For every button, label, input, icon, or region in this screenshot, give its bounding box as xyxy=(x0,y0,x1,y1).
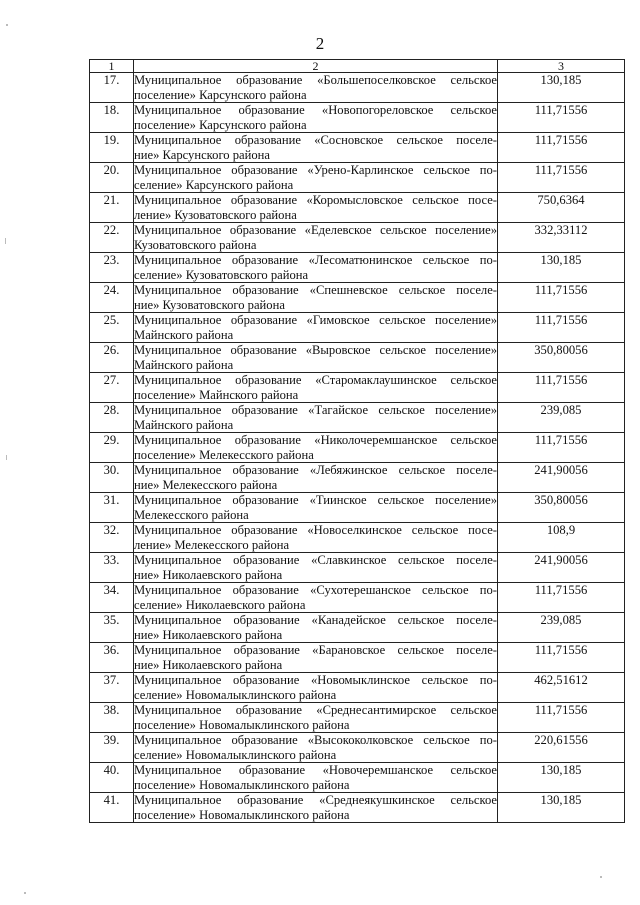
municipality-name-line1: Муниципальное образование «Большепоселковское сельское xyxy=(134,73,497,87)
page-number: 2 xyxy=(315,34,325,53)
row-number: 23. xyxy=(90,253,134,283)
municipality-name-line1: Муниципальное образование «Новопогореловское сельское xyxy=(134,103,497,117)
municipality-name-line1: Муниципальное образование «Еделевское сельское поселение» xyxy=(134,223,497,237)
amount-value: 239,085 xyxy=(498,403,625,433)
municipality-name-line2: Майнского района xyxy=(134,327,234,342)
amount-value: 111,71556 xyxy=(498,643,625,673)
table-row xyxy=(90,493,625,523)
municipality-name-line2: селение» Новомалыклинского района xyxy=(134,747,337,762)
municipality-name-line1: Муниципальное образование «Лесоматюнинское сельское по- xyxy=(134,253,497,267)
municipality-name-line1: Муниципальное образование «Выровское сельское поселение» xyxy=(134,343,497,357)
amount-value: 750,6364 xyxy=(498,193,625,223)
municipality-name xyxy=(134,583,498,613)
row-number: 32. xyxy=(90,523,134,553)
table-body xyxy=(90,73,625,823)
amount-value: 111,71556 xyxy=(498,373,625,403)
municipality-name-line2: поселение» Новомалыклинского района xyxy=(134,717,350,732)
municipality-name xyxy=(134,133,498,163)
municipality-name xyxy=(134,163,498,193)
municipality-name-line2: поселение» Новомалыклинского района xyxy=(134,807,350,822)
table-row xyxy=(90,643,625,673)
row-number: 27. xyxy=(90,373,134,403)
municipality-name-line2: ление» Кузоватовского района xyxy=(134,207,297,222)
municipality-name-line1: Муниципальное образование «Спешневское сельское поселе- xyxy=(134,283,497,297)
amount-value: 111,71556 xyxy=(498,313,625,343)
municipality-name-line1: Муниципальное образование «Среднеякушкинское сельское xyxy=(134,793,497,807)
amount-value: 111,71556 xyxy=(498,163,625,193)
table-row xyxy=(90,193,625,223)
amount-value: 130,185 xyxy=(498,253,625,283)
allocation-table xyxy=(89,59,625,823)
municipality-name-line1: Муниципальное образование «Лебяжинское сельское поселе- xyxy=(134,463,497,477)
municipality-name-line1: Муниципальное образование «Среднесантимирское сельское xyxy=(134,703,497,717)
municipality-name-line1: Муниципальное образование «Коромысловское сельское посе- xyxy=(134,193,497,207)
amount-value: 111,71556 xyxy=(498,103,625,133)
municipality-name-line1: Муниципальное образование «Гимовское сельское поселение» xyxy=(134,313,497,327)
municipality-name xyxy=(134,223,498,253)
municipality-name xyxy=(134,733,498,763)
table-row xyxy=(90,583,625,613)
municipality-name-line2: поселение» Карсунского района xyxy=(134,87,307,102)
scan-speck xyxy=(6,24,8,26)
municipality-name-line2: Майнского района xyxy=(134,357,234,372)
row-number: 20. xyxy=(90,163,134,193)
municipality-name xyxy=(134,433,498,463)
municipality-name-line1: Муниципальное образование «Тагайское сельское поселение» xyxy=(134,403,497,417)
municipality-name-line2: селение» Николаевского района xyxy=(134,597,306,612)
municipality-name xyxy=(134,643,498,673)
municipality-name-line1: Муниципальное образование «Новомыклинское сельское по- xyxy=(134,673,497,687)
municipality-name-line1: Муниципальное образование «Высококолковское сельское по- xyxy=(134,733,497,747)
municipality-name xyxy=(134,463,498,493)
table-row xyxy=(90,763,625,793)
row-number: 22. xyxy=(90,223,134,253)
table-row xyxy=(90,253,625,283)
municipality-name-line2: Мелекесского района xyxy=(134,507,249,522)
amount-value: 241,90056 xyxy=(498,463,625,493)
municipality-name xyxy=(134,613,498,643)
table-row xyxy=(90,103,625,133)
row-number: 38. xyxy=(90,703,134,733)
row-number: 28. xyxy=(90,403,134,433)
amount-value: 130,185 xyxy=(498,763,625,793)
table-row xyxy=(90,433,625,463)
amount-value: 111,71556 xyxy=(498,433,625,463)
table-row xyxy=(90,793,625,823)
municipality-name-line1: Муниципальное образование «Новочеремшанское сельское xyxy=(134,763,497,777)
municipality-name-line2: ние» Николаевского района xyxy=(134,627,283,642)
municipality-name-line2: Майнского района xyxy=(134,417,234,432)
municipality-name-line1: Муниципальное образование «Урено-Карлинское сельское по- xyxy=(134,163,497,177)
amount-value: 111,71556 xyxy=(498,283,625,313)
table-row xyxy=(90,373,625,403)
municipality-name-line2: ление» Мелекесского района xyxy=(134,537,290,552)
municipality-name-line1: Муниципальное образование «Тиинское сельское поселение» xyxy=(134,493,497,507)
municipality-name xyxy=(134,73,498,103)
row-number: 29. xyxy=(90,433,134,463)
municipality-name-line2: ние» Николаевского района xyxy=(134,567,283,582)
row-number: 37. xyxy=(90,673,134,703)
municipality-name-line2: поселение» Мелекесского района xyxy=(134,447,314,462)
municipality-name xyxy=(134,703,498,733)
amount-value: 111,71556 xyxy=(498,133,625,163)
municipality-name xyxy=(134,673,498,703)
municipality-name xyxy=(134,103,498,133)
amount-value: 462,51612 xyxy=(498,673,625,703)
municipality-name-line2: поселение» Новомалыклинского района xyxy=(134,777,350,792)
table-row xyxy=(90,73,625,103)
table-header-row xyxy=(90,60,625,73)
municipality-name-line2: Кузоватовского района xyxy=(134,237,257,252)
table-row xyxy=(90,523,625,553)
municipality-name xyxy=(134,763,498,793)
municipality-name-line1: Муниципальное образование «Сосновское сельское поселе- xyxy=(134,133,497,147)
row-number: 35. xyxy=(90,613,134,643)
table-row xyxy=(90,403,625,433)
table-row xyxy=(90,283,625,313)
municipality-name xyxy=(134,283,498,313)
municipality-name-line1: Муниципальное образование «Старомаклаушинское сельское xyxy=(134,373,497,387)
municipality-name-line2: селение» Карсунского района xyxy=(134,177,294,192)
municipality-name-line1: Муниципальное образование «Сухотерешанское сельское по- xyxy=(134,583,497,597)
table-row xyxy=(90,553,625,583)
table-row xyxy=(90,703,625,733)
municipality-name-line2: ние» Мелекесского района xyxy=(134,477,278,492)
municipality-name-line1: Муниципальное образование «Барановское сельское поселе- xyxy=(134,643,497,657)
scan-speck xyxy=(24,892,26,894)
row-number: 21. xyxy=(90,193,134,223)
municipality-name xyxy=(134,193,498,223)
row-number: 25. xyxy=(90,313,134,343)
table-row xyxy=(90,313,625,343)
municipality-name-line1: Муниципальное образование «Николочеремшанское сельское xyxy=(134,433,497,447)
municipality-name-line2: ние» Карсунского района xyxy=(134,147,271,162)
scan-speck xyxy=(600,876,602,878)
table-row xyxy=(90,673,625,703)
table-row xyxy=(90,733,625,763)
table-row xyxy=(90,463,625,493)
amount-value: 350,80056 xyxy=(498,493,625,523)
municipality-name-line2: селение» Кузоватовского района xyxy=(134,267,309,282)
amount-value: 241,90056 xyxy=(498,553,625,583)
scan-speck xyxy=(6,455,7,460)
municipality-name xyxy=(134,373,498,403)
municipality-name xyxy=(134,403,498,433)
amount-value: 239,085 xyxy=(498,613,625,643)
municipality-name xyxy=(134,343,498,373)
municipality-name xyxy=(134,793,498,823)
municipality-name xyxy=(134,553,498,583)
table-row xyxy=(90,613,625,643)
row-number: 17. xyxy=(90,73,134,103)
table-row xyxy=(90,343,625,373)
row-number: 26. xyxy=(90,343,134,373)
row-number: 30. xyxy=(90,463,134,493)
municipality-name-line2: ние» Кузоватовского района xyxy=(134,297,285,312)
municipality-name-line1: Муниципальное образование «Новоселкинское сельское посе- xyxy=(134,523,497,537)
row-number: 34. xyxy=(90,583,134,613)
row-number: 33. xyxy=(90,553,134,583)
amount-value: 220,61556 xyxy=(498,733,625,763)
municipality-name xyxy=(134,523,498,553)
column-header-3: 3 xyxy=(498,60,625,73)
row-number: 36. xyxy=(90,643,134,673)
row-number: 31. xyxy=(90,493,134,523)
amount-value: 111,71556 xyxy=(498,703,625,733)
column-header-1: 1 xyxy=(90,60,134,73)
municipality-name-line1: Муниципальное образование «Канадейское сельское поселе- xyxy=(134,613,497,627)
municipality-name xyxy=(134,493,498,523)
municipality-name-line2: поселение» Майнского района xyxy=(134,387,299,402)
municipality-name-line2: селение» Новомалыклинского района xyxy=(134,687,337,702)
row-number: 40. xyxy=(90,763,134,793)
row-number: 39. xyxy=(90,733,134,763)
municipality-name-line2: поселение» Карсунского района xyxy=(134,117,307,132)
row-number: 24. xyxy=(90,283,134,313)
amount-value: 130,185 xyxy=(498,793,625,823)
amount-value: 111,71556 xyxy=(498,583,625,613)
municipality-name-line2: ние» Николаевского района xyxy=(134,657,283,672)
amount-value: 350,80056 xyxy=(498,343,625,373)
amount-value: 332,33112 xyxy=(498,223,625,253)
municipality-name xyxy=(134,253,498,283)
table-row xyxy=(90,223,625,253)
row-number: 41. xyxy=(90,793,134,823)
municipality-name-line1: Муниципальное образование «Славкинское сельское поселе- xyxy=(134,553,497,567)
amount-value: 108,9 xyxy=(498,523,625,553)
column-header-2: 2 xyxy=(134,60,498,73)
row-number: 19. xyxy=(90,133,134,163)
table-row xyxy=(90,133,625,163)
amount-value: 130,185 xyxy=(498,73,625,103)
row-number: 18. xyxy=(90,103,134,133)
table-row xyxy=(90,163,625,193)
scan-speck xyxy=(5,238,6,244)
municipality-name xyxy=(134,313,498,343)
